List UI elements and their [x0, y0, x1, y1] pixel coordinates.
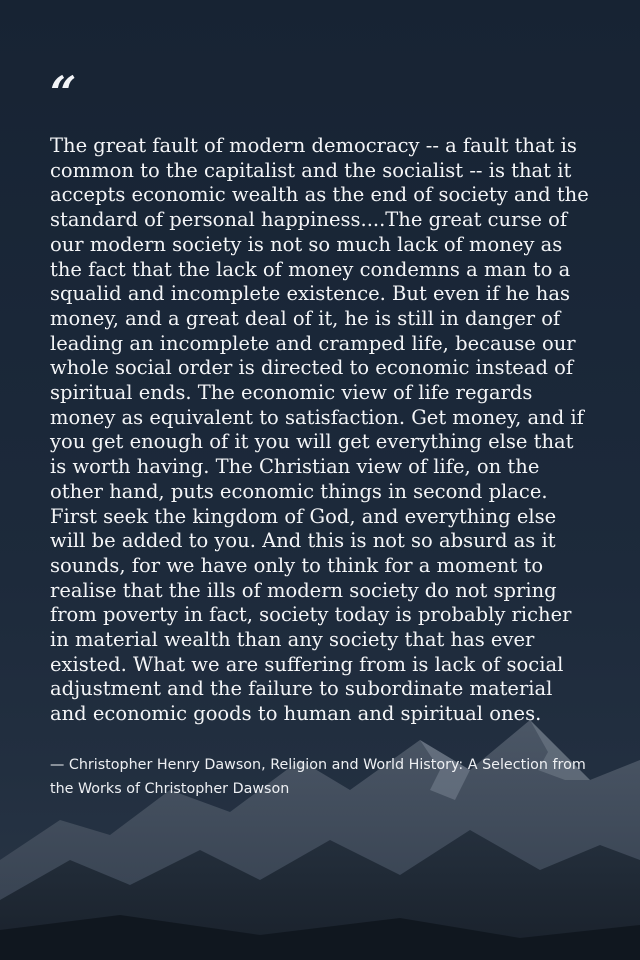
quote-attribution: — Christopher Henry Dawson, Religion and World History: A Selection from the Works of Christopher Dawson: [50, 756, 586, 797]
quote-block: [50, 66, 595, 801]
quote-mark-icon: “: [50, 66, 77, 120]
quote-text: The great fault of modern democracy -- a fault that is common to the capitalist and the socialist -- is that it accepts economic wealth as the end of society and the standard of personal happiness....The great curse of our modern society is not so much lack of money as the fact that the lack of money condemns a man to a squalid and incomplete existence. But even if he has money, and a great deal of it, he is still in danger of leading an incomplete and cramped life, because our whole social order is directed to economic instead of spiritual ends. The economic view of life regards money as equivalent to satisfaction. Get money, and if you get enough of it you will get everything else that is worth having. The Christian view of life, on the other hand, puts economic things in second place. First seek the kingdom of God, and everything else will be added to you. And this is not so absurd as it sounds, for we have only to think for a moment to realise that the ills of modern society do not spring from poverty in fact, society today is probably richer in material wealth than any society that has ever existed. What we are suffering from is lack of social adjustment and the failure to subordinate material and economic goods to human and spiritual ones.: [50, 134, 589, 726]
